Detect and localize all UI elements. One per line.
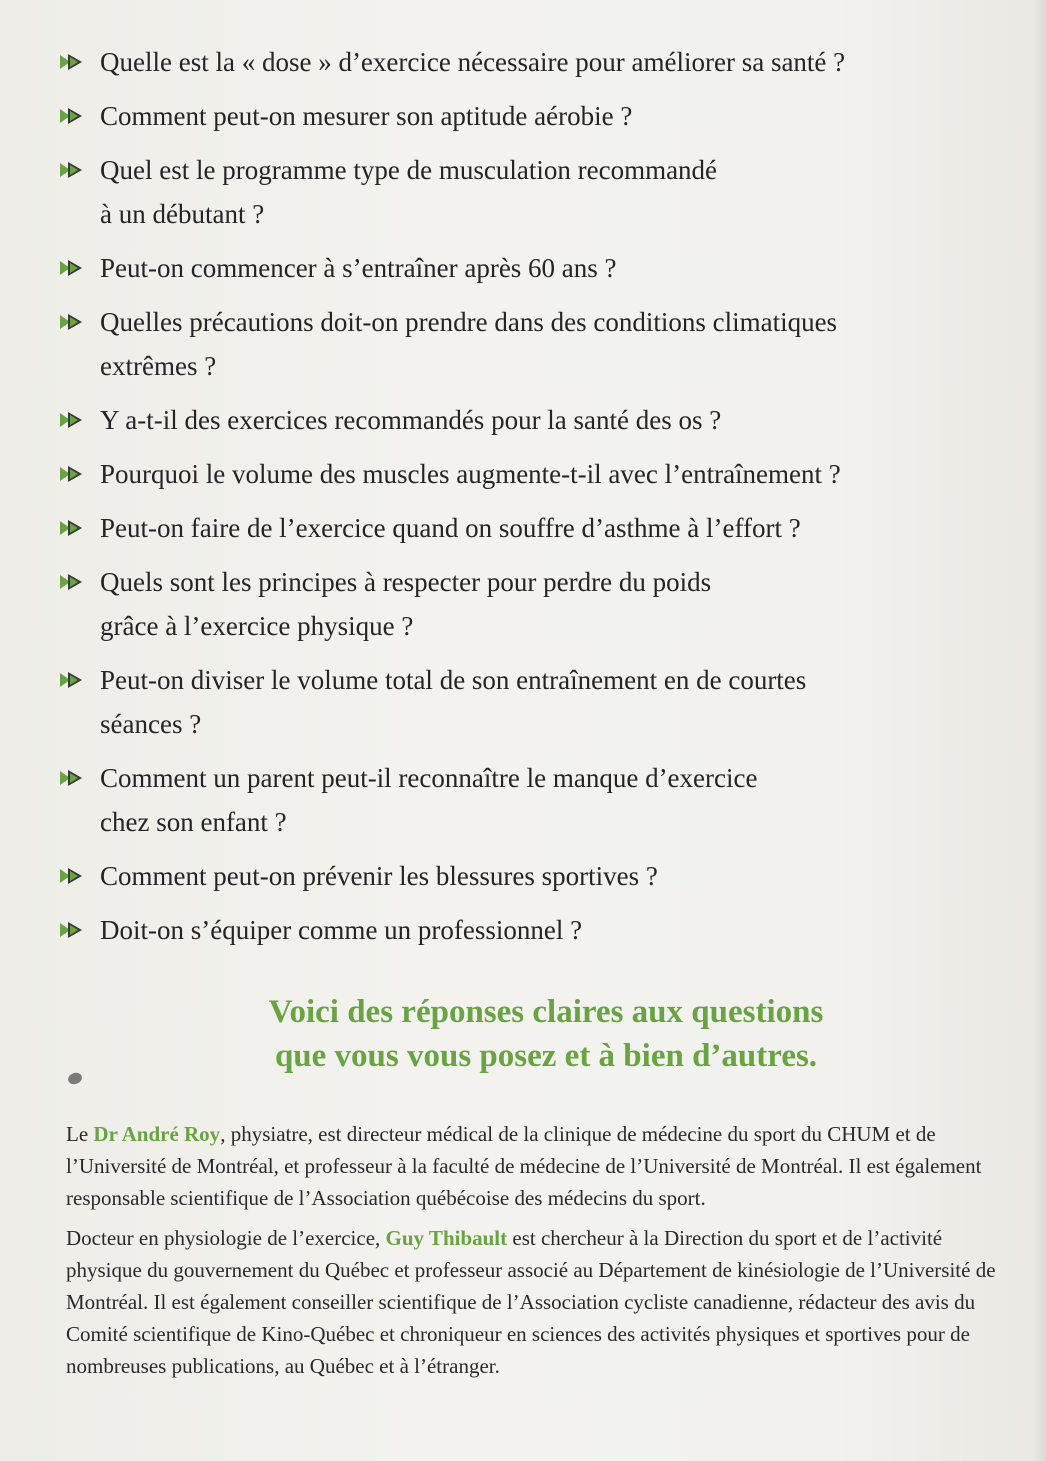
- question-line: Peut-on faire de l’exercice quand on souffre d’asthme à l’effort ?: [100, 513, 801, 543]
- tagline-line-2: que vous vous posez et à bien d’autres.: [274, 1038, 818, 1074]
- author-name-guy-thibault: Guy Thibault: [385, 1226, 508, 1250]
- question-line: Y a-t-il des exercices recommandés pour la santé des os ?: [100, 405, 722, 435]
- tagline: [0, 990, 1046, 1078]
- question-item: [58, 658, 1033, 746]
- bio-guy-thibault: [66, 1222, 1016, 1382]
- double-chevron-right-icon: [58, 465, 88, 483]
- bio-andre-roy: [66, 1118, 1016, 1214]
- author-name-andre-roy: Dr André Roy: [93, 1122, 221, 1146]
- question-item: [58, 756, 1033, 844]
- bio-1-prefix: Le: [66, 1122, 94, 1146]
- double-chevron-right-icon: [58, 769, 88, 787]
- tagline-line-1: Voici des réponses claires aux questions: [268, 994, 824, 1030]
- double-chevron-right-icon: [58, 867, 88, 885]
- author-bios: [66, 1118, 1016, 1390]
- question-item: [58, 148, 1033, 236]
- double-chevron-right-icon: [58, 519, 88, 537]
- double-chevron-right-icon: [58, 107, 88, 125]
- question-line: Peut-on commencer à s’entraîner après 60 ans ?: [100, 253, 617, 283]
- question-line: Comment un parent peut-il reconnaître le manque d’exercice: [100, 763, 758, 793]
- question-line: chez son enfant ?: [100, 807, 287, 837]
- question-line: Comment peut-on prévenir les blessures sportives ?: [100, 861, 658, 891]
- double-chevron-right-icon: [58, 53, 88, 71]
- question-item: [58, 908, 1033, 952]
- double-chevron-right-icon: [58, 411, 88, 429]
- double-chevron-right-icon: [58, 259, 88, 277]
- double-chevron-right-icon: [58, 161, 88, 179]
- question-item: [58, 94, 1033, 138]
- question-line: Pourquoi le volume des muscles augmente-t-il avec l’entraînement ?: [100, 459, 841, 489]
- question-item: [58, 300, 1033, 388]
- question-line: Quel est le programme type de musculation recommandé: [100, 155, 718, 185]
- question-line: Peut-on diviser le volume total de son entraînement en de courtes: [100, 665, 807, 695]
- double-chevron-right-icon: [58, 573, 88, 591]
- question-line: Doit-on s’équiper comme un professionnel ?: [100, 915, 583, 945]
- question-item: [58, 40, 1033, 84]
- question-line: Quelle est la « dose » d’exercice nécessaire pour améliorer sa santé ?: [100, 47, 846, 77]
- bio-2-prefix: Docteur en physiologie de l’exercice,: [66, 1226, 386, 1250]
- question-item: [58, 506, 1033, 550]
- question-line: à un débutant ?: [100, 199, 265, 229]
- question-line: grâce à l’exercice physique ?: [100, 611, 414, 641]
- bio-2-text: est chercheur à la Direction du sport et de l’activité physique du gouvernement du Québec et professeur associé au Département de kinésiologie de l’Université de Montréal. Il est également conseiller scientifique de l’Association cycliste canadienne, rédacteur des avis du Comité scientifique de Kino-Québec et chroniqueur en sciences des activités physiques et sportives pour de nombreuses publications, au Québec et à l’étranger.: [66, 1226, 996, 1378]
- question-list: [58, 40, 1033, 962]
- question-line: extrêmes ?: [100, 351, 217, 381]
- question-item: [58, 560, 1033, 648]
- page-edge-shadow: [1032, 0, 1046, 1461]
- double-chevron-right-icon: [58, 671, 88, 689]
- question-item: [58, 854, 1033, 898]
- question-item: [58, 452, 1033, 496]
- question-line: séances ?: [100, 709, 202, 739]
- question-line: Quelles précautions doit-on prendre dans des conditions climatiques: [100, 307, 838, 337]
- question-item: [58, 246, 1033, 290]
- question-line: Comment peut-on mesurer son aptitude aérobie ?: [100, 101, 633, 131]
- question-item: [58, 398, 1033, 442]
- question-line: Quels sont les principes à respecter pour perdre du poids: [100, 567, 712, 597]
- bio-1-text: , physiatre, est directeur médical de la clinique de médecine du sport du CHUM et de l’Université de Montréal, et professeur à la faculté de médecine de l’Université de Montréal. Il est également responsable scientifique de l’Association québécoise des médecins du sport.: [66, 1122, 982, 1210]
- double-chevron-right-icon: [58, 921, 88, 939]
- double-chevron-right-icon: [58, 313, 88, 331]
